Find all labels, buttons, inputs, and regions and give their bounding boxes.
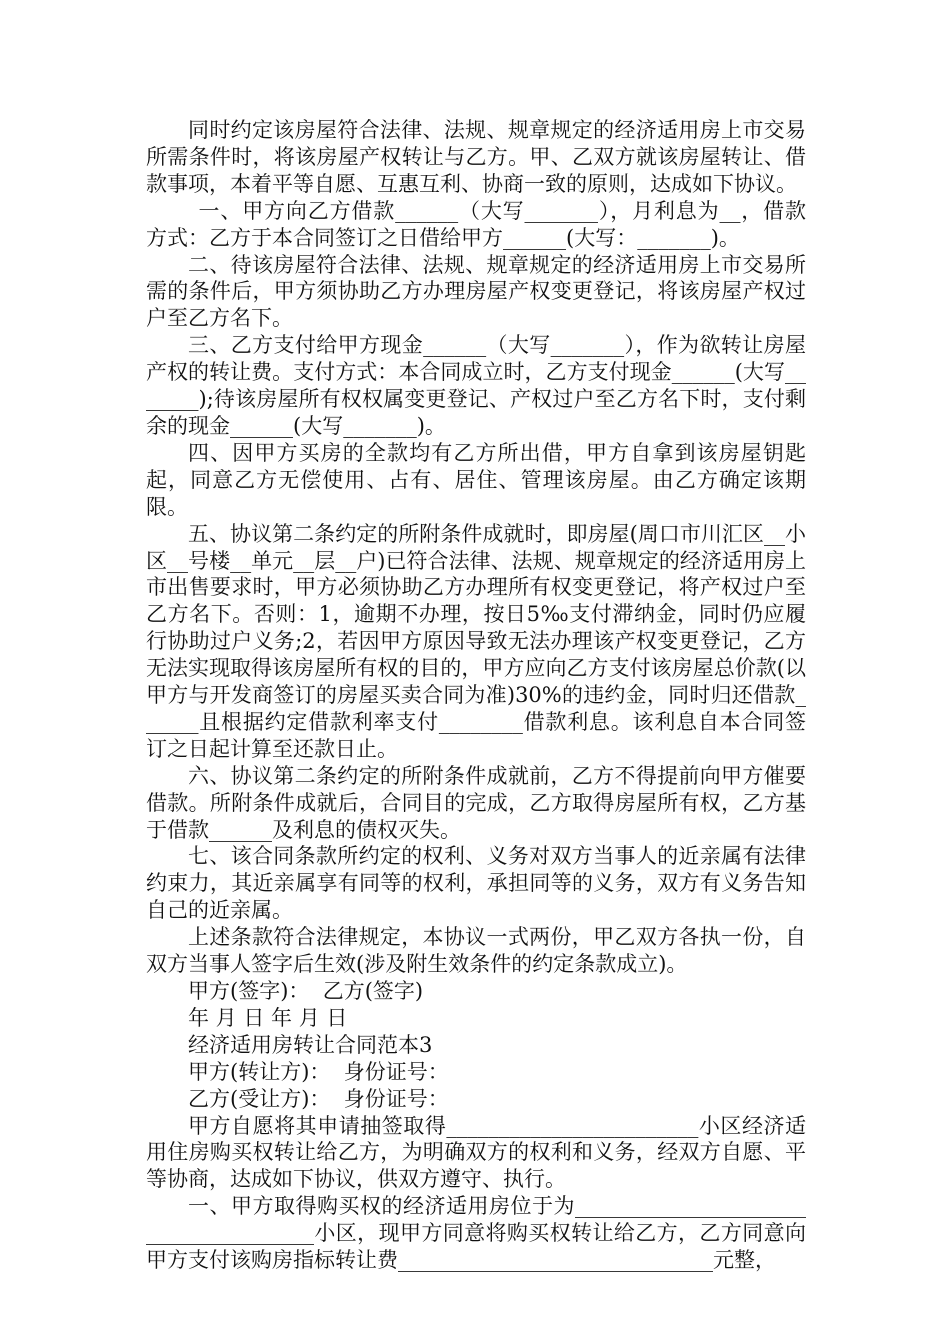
clause-4: 四、因甲方买房的全款均有乙方所出借，甲方自拿到该房屋钥匙起，同意乙方无偿使用、占有、居住、管理该房屋。由乙方确定该期限。 [146, 440, 806, 519]
closing-paragraph: 上述条款符合法律规定，本协议一式两份，甲乙双方各执一份，自双方当事人签字后生效(涉及附生效条件的约定条款成立)。 [146, 925, 806, 977]
signature-line: 甲方(签字)： 乙方(签字) [188, 979, 424, 1003]
intro-paragraph: 同时约定该房屋符合法律、法规、规章规定的经济适用房上市交易所需条件时，将该房屋产权转让与乙方。甲、乙双方就该房屋转让、借款事项，本着平等自愿、互惠互利、协商一致的原则，达成如下协议。 [146, 118, 806, 196]
clause-3: 三、乙方支付给甲方现金______（大写_______），作为欲转让房屋产权的转让费。支付方式：本合同成立时，乙方支付现金______(大写_______);待该房屋所有权权属变更登记、产权过户至乙方名下时，支付剩余的现金______(大写_______)。 [146, 333, 806, 438]
clause-6: 六、协议第二条约定的所附条件成就前，乙方不得提前向甲方催要借款。所附条件成就后，合同目的完成，乙方取得房屋所有权，乙方基于借款______及利息的债权灭失。 [146, 763, 806, 842]
document-body [146, 117, 806, 1274]
section-title: 经济适用房转让合同范本3 [188, 1032, 433, 1057]
party-b-line: 乙方(受让方)： 身份证号： [188, 1086, 449, 1111]
clause-2: 二、待该房屋符合法律、法规、规章规定的经济适用房上市交易所需的条件后，甲方须协助乙方办理房屋产权变更登记，将该房屋产权过户至乙方名下。 [146, 252, 806, 331]
clause-5: 五、协议第二条约定的所附条件成就时，即房屋(周口市川汇区__小区__号楼__单元__层__户)已符合法律、法规、规章规定的经济适用房上市出售要求时，甲方必须协助乙方办理所有权变更登记，将产权过户至乙方名下。否则：1，逾期不办理，按日5‰支付滞纳金，同时仍应履行协助过户义务;2，若因甲方原因导致无法办理该产权变更登记，乙方无法实现取得该房屋所有权的目的，甲方应向乙方支付该房屋总价款(以甲方与开发商签订的房屋买卖合同为准)30%的违约金，同时归还借款______且根据约定借款利率支付________借款利息。该利息自本合同签订之日起计算至还款日止。 [146, 521, 806, 761]
clause-1: 一、甲方向乙方借款______（大写_______），月利息为__，借款方式：乙方于本合同签订之日借给甲方______(大写：_______)。 [146, 198, 806, 250]
contract3-clause-1: 一、甲方取得购买权的经济适用房位于为______________________________________小区，现甲方同意将购买权转让给乙方，乙方同意向甲方支付该购房指标转让费______________________________元整， [146, 1194, 806, 1273]
date-line: 年 月 日 年 月 日 [188, 1005, 348, 1030]
party-a-line: 甲方(转让方)： 身份证号： [188, 1059, 449, 1084]
clause-7: 七、该合同条款所约定的权利、义务对双方当事人的近亲属有法律约束力，其近亲属享有同等的权利，承担同等的义务，双方有义务告知自己的近亲属。 [146, 844, 806, 923]
contract3-intro: 甲方自愿将其申请抽签取得________________________小区经济适用住房购买权转让给乙方，为明确双方的权利和义务，经双方自愿、平等协商，达成如下协议，供双方遵守、执行。 [146, 1113, 806, 1192]
